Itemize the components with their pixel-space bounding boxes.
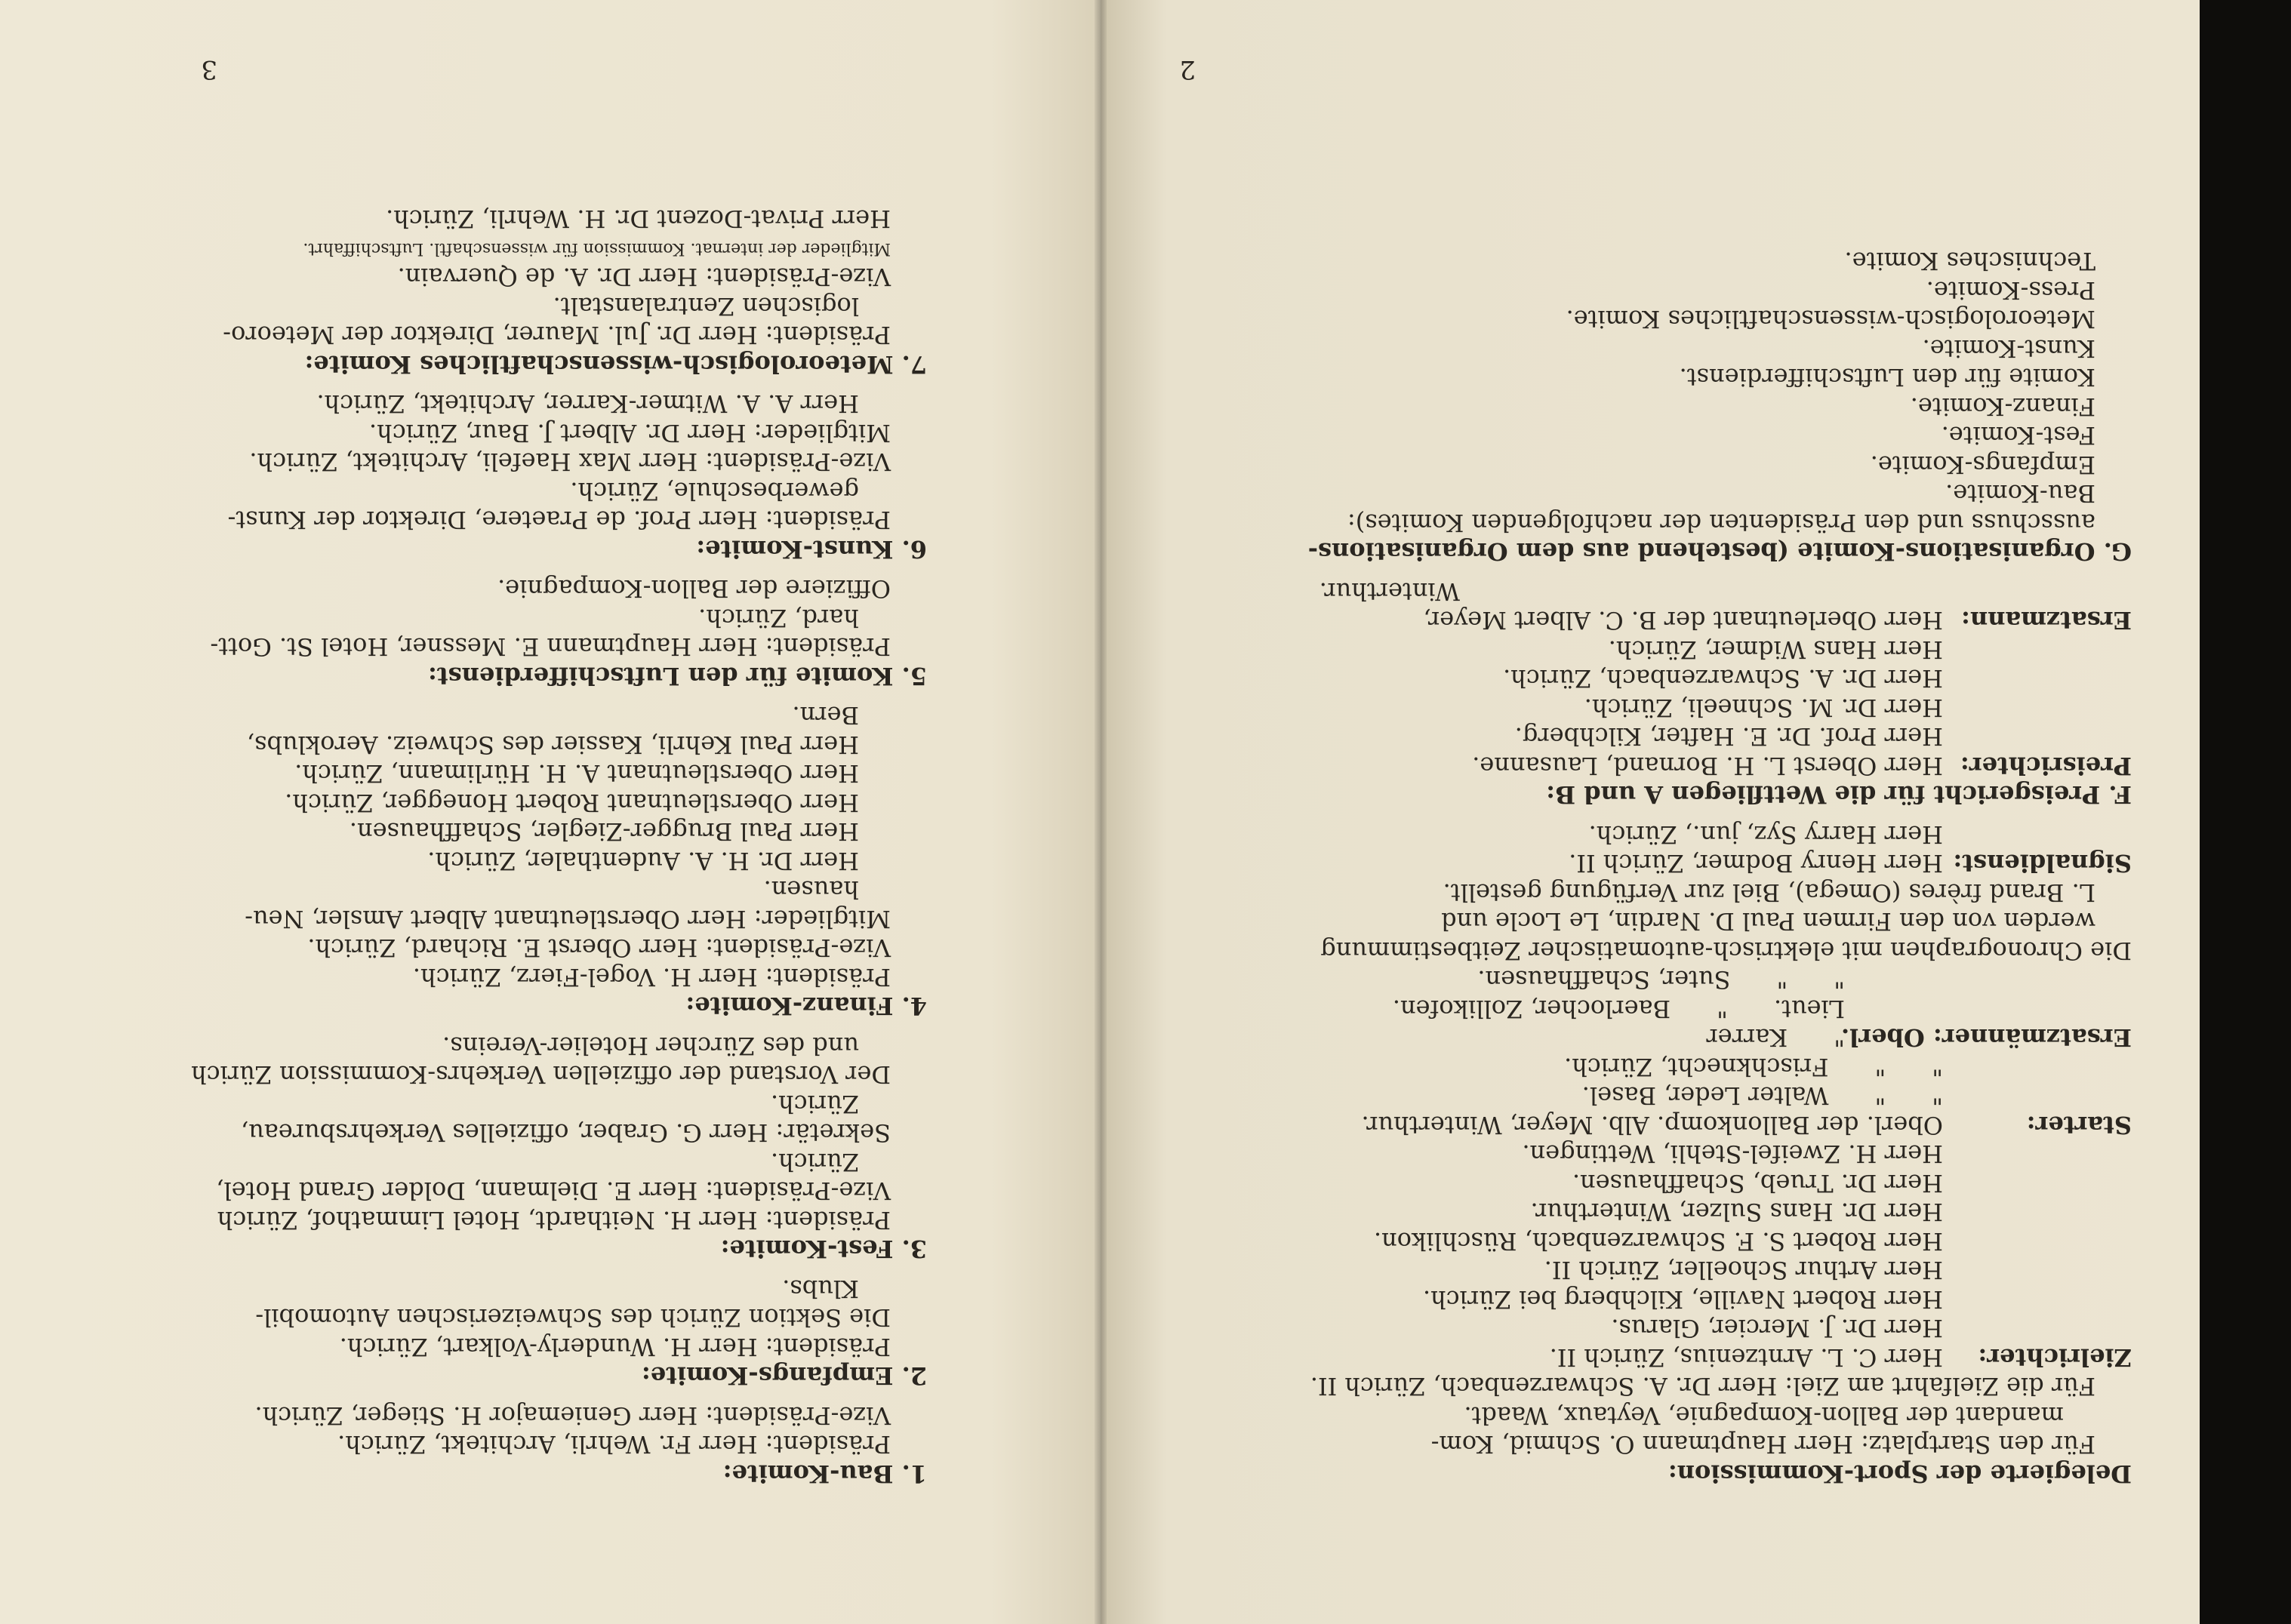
text-line: hard, Zürich. <box>698 604 859 632</box>
text-line: Zürich. <box>770 1090 859 1118</box>
section-kunst <box>157 389 927 564</box>
text-line: Herr Harry Syz, jun., Zürich. <box>1588 820 1943 849</box>
komite-item: Empfangs-Komite. <box>1870 451 2095 479</box>
right-page-rotated <box>1101 0 2200 1624</box>
text-line: Mitglieder: Herr Oberstleutnant Albert Amsler, Neu- <box>245 905 891 933</box>
text-line: Herr Paul Brugger-Ziegler, Schaffhausen. <box>349 817 859 847</box>
section-fest <box>157 1032 927 1264</box>
komite-item: Press-Komite. <box>1926 276 2095 305</box>
zielrichter-label: Zielrichter: <box>1978 1343 2132 1372</box>
preis-label: Preisrichter: <box>1960 752 2132 780</box>
text-line: Vize-Präsident: Herr Oberst E. Richard, Zürich. <box>307 933 891 963</box>
text-line: Vize-Präsident: Herr Dr. A. de Quervain. <box>397 263 891 292</box>
text-line: Präsident: Herr Hauptmann E. Messner, Hotel St. Gott- <box>210 632 891 662</box>
section-luftschiffer <box>157 574 927 691</box>
section-heading: 7. Meteorologisch-wissenschaftliches Komite: <box>304 350 927 379</box>
ersatzmann-block <box>1241 577 2132 635</box>
text-line: Klubs. <box>782 1275 859 1303</box>
text-line: Oberl. der Ballonkomp. Alb. Meyer, Winterthur. <box>1361 1111 1943 1140</box>
ersatzmann-label: Ersatzmann: <box>1961 606 2132 635</box>
text-line: Mitglieder: Herr Dr. Albert J. Baur, Zürich. <box>369 419 891 448</box>
left-page-rotated <box>0 0 1101 1624</box>
ersatz-label: Ersatzmänner: Oberl. <box>1840 1023 2132 1053</box>
komite-item: Finanz-Komite. <box>1910 392 2095 421</box>
text-line: Herr Henry Bodmer, Zürich II. <box>1569 849 1943 878</box>
section-meteo <box>157 205 927 379</box>
text-line: und des Zürcher Hotelier-Vereins. <box>442 1032 859 1060</box>
text-line: Herr Robert S. F. Schwarzenbach, Rüschlikon. <box>1373 1227 1943 1256</box>
text-line: Herr Robert Naville, Kilchberg bei Zürich. <box>1422 1285 1943 1314</box>
text-line: Vize-Präsident: Herr E. Dielmann, Dolder Grand Hotel, <box>216 1176 891 1206</box>
komite-item: Kunst-Komite. <box>1922 334 2095 363</box>
text-line: Herr Oberstleutnant Robert Honegger, Zürich. <box>285 789 859 817</box>
right-page <box>1101 0 2200 1624</box>
signal-label: Signaldienst: <box>1953 849 2132 878</box>
text-line: Präsident: Herr H. Neithardt, Hotel Limmathof, Zürich <box>217 1206 891 1235</box>
section-heading: 1. Bau-Komite: <box>722 1459 927 1488</box>
preis-block <box>1241 635 2132 781</box>
text-line: Für die Zielfahrt am Ziel: Herr Dr. A. Schwarzenbach, Zürich II. <box>1310 1372 2095 1401</box>
text-line: Sekretär: Herr G. Graber, offizielles Verkehrsbureau, <box>240 1118 891 1148</box>
text-line: Präsident: Herr H. Wunderly-Volkart, Zürich. <box>339 1333 891 1361</box>
section-finanz <box>157 701 927 1021</box>
text-line: Lieut. " Baerlocher, Zollikofen. <box>1392 995 1845 1023</box>
text-line: ausschuss und den Präsidenten der nachfolgenden Komites): <box>1347 509 2095 537</box>
text-line: Herr A. A. Witmer-Karrer, Architekt, Zürich. <box>316 389 859 419</box>
text-line: Herr Oberst L. H. Bornand, Lausanne. <box>1472 752 1943 780</box>
text-line: Präsident: Herr Prof. de Praetere, Direktor der Kunst- <box>227 506 891 535</box>
text-line: Herr Hans Widmer, Zürich. <box>1608 635 1943 664</box>
komite-item: Bau-Komite. <box>1945 479 2095 509</box>
text-line: Präsident: Herr Fr. Wehrli, Architekt, Zürich. <box>337 1430 891 1459</box>
text-line: werden von den Firmen Paul D. Nardin, Le Locle und <box>1441 907 2095 937</box>
text-line: Zürich. <box>770 1148 859 1176</box>
ersatz-block <box>1241 965 2132 1053</box>
right-page-content <box>1241 247 2132 1488</box>
section-heading-g: G. Organisations-Komite (bestehend aus dem Organisations- <box>1307 537 2132 567</box>
text-line: Herr Dr. H. A. Audenthaler, Zürich. <box>427 847 859 875</box>
zielrichter-block <box>1241 1140 2132 1372</box>
text-line: Herr Dr. Hans Sulzer, Winterthur. <box>1530 1198 1943 1227</box>
starter-label: Starter: <box>2026 1111 2132 1140</box>
text-line: Herr C. L. Arntzenius, Zürich II. <box>1549 1343 1943 1372</box>
scan-background-edge <box>2200 0 2291 1624</box>
text-line: Herr Dr. Trueb, Schaffhausen. <box>1572 1169 1943 1198</box>
text-line: Herr Prof. Dr. E. Hafter, Kilchberg. <box>1514 722 1943 752</box>
book-gutter <box>1095 0 1107 1624</box>
text-line: Präsident: Herr H. Vogel-Fierz, Zürich. <box>412 963 891 992</box>
starter-block <box>1241 1053 2132 1140</box>
left-page-content <box>157 205 927 1488</box>
text-line: " " Frischknecht, Zürich. <box>1564 1053 1943 1081</box>
text-line: L. Brand frères (Omega), Biel zur Verfügung gestellt. <box>1443 878 2095 907</box>
section-heading: 3. Fest-Komite: <box>720 1235 927 1264</box>
left-page <box>0 0 1101 1624</box>
section-empfang <box>157 1275 927 1391</box>
text-line: Herr Dr. M. Schneeli, Zürich. <box>1584 694 1943 722</box>
komite-item: Meteorologisch-wissenschaftliches Komite. <box>1566 305 2095 334</box>
section-heading: 6. Kunst-Komite: <box>696 535 927 564</box>
text-line: Herr Arthur Schoeller, Zürich II. <box>1544 1256 1943 1285</box>
text-line: Offiziere der Ballon-Kompagnie. <box>497 574 891 604</box>
text-line: hausen. <box>763 875 859 905</box>
komite-item: Technisches Komite. <box>1844 247 2095 276</box>
page-number: 3 <box>201 54 217 85</box>
text-line: Herr Privat-Dozent Dr. H. Wehrli, Zürich. <box>386 205 891 234</box>
text-line: Herr Dr. J. Mercier, Glarus. <box>1611 1314 1943 1343</box>
text-line: Präsident: Herr Dr. Jul. Maurer, Direktor der Meteoro- <box>223 321 891 350</box>
text-line: Für den Startplatz: Herr Hauptmann O. Schmid, Kom- <box>1430 1430 2095 1459</box>
text-line: mandant der Ballon-Kompagnie, Veytaux, Waadt. <box>1464 1401 2064 1430</box>
text-line: Bern. <box>792 701 859 730</box>
signal-block <box>1241 820 2132 878</box>
komite-item: Fest-Komite. <box>1941 421 2095 451</box>
komite-item: Komite für den Luftschifferdienst. <box>1679 363 2095 392</box>
text-line: Winterthur. <box>1319 577 1460 606</box>
page-number: 2 <box>1179 54 1196 85</box>
text-line: Herr Dr. A. Schwarzenbach, Zürich. <box>1503 664 1943 694</box>
text-line: " " Walter Leder, Basel. <box>1581 1081 1943 1111</box>
text-line: logischen Zentralanstalt. <box>553 292 859 321</box>
delegates-heading: Delegierte der Sport-Kommission: <box>1667 1459 2132 1488</box>
text-line: Herr Oberleutnant der B. C. Albert Meyer, <box>1423 606 1943 635</box>
section-heading: 2. Empfangs-Komite: <box>641 1361 927 1391</box>
section-heading-f: F. Preisgericht für die Wettfliegen A und B: <box>1546 780 2132 810</box>
section-heading: 5. Komite für den Luftschifferdienst: <box>428 662 927 691</box>
text-line: Vize-Präsident: Herr Geniemajor H. Stieger, Zürich. <box>254 1401 891 1430</box>
text-line: Herr Paul Kehrli, Kassier des Schweiz. Aeroklubs, <box>246 730 859 759</box>
text-line: Herr H. Zweifel-Stehli, Wettingen. <box>1522 1140 1943 1169</box>
text-line: " " Suter, Schaffhausen. <box>1477 965 1845 995</box>
text-line: Vize-Präsident: Herr Max Haefeli, Architekt, Zürich. <box>249 448 891 477</box>
text-line: " Karrer <box>1706 1023 1845 1053</box>
text-line: Herr Oberstleutnant A. H. Hürlimann, Zürich. <box>294 759 859 789</box>
text-line: Mitglieder der internat. Kommission für wissenschaftl. Luftschiffahrt. <box>303 239 891 258</box>
section-bau <box>157 1401 927 1489</box>
text-line: Die Sektion Zürich des Schweizerischen Automobil- <box>255 1303 891 1333</box>
text-line: Der Vorstand der offiziellen Verkehrs-Kommission Zürich <box>191 1060 891 1090</box>
text-line: gewerbeschule, Zürich. <box>570 477 859 506</box>
section-heading: 4. Finanz-Komite: <box>685 992 927 1021</box>
text-line: Die Chronographen mit elektrisch-automatischer Zeitbestimmung <box>1320 937 2132 965</box>
